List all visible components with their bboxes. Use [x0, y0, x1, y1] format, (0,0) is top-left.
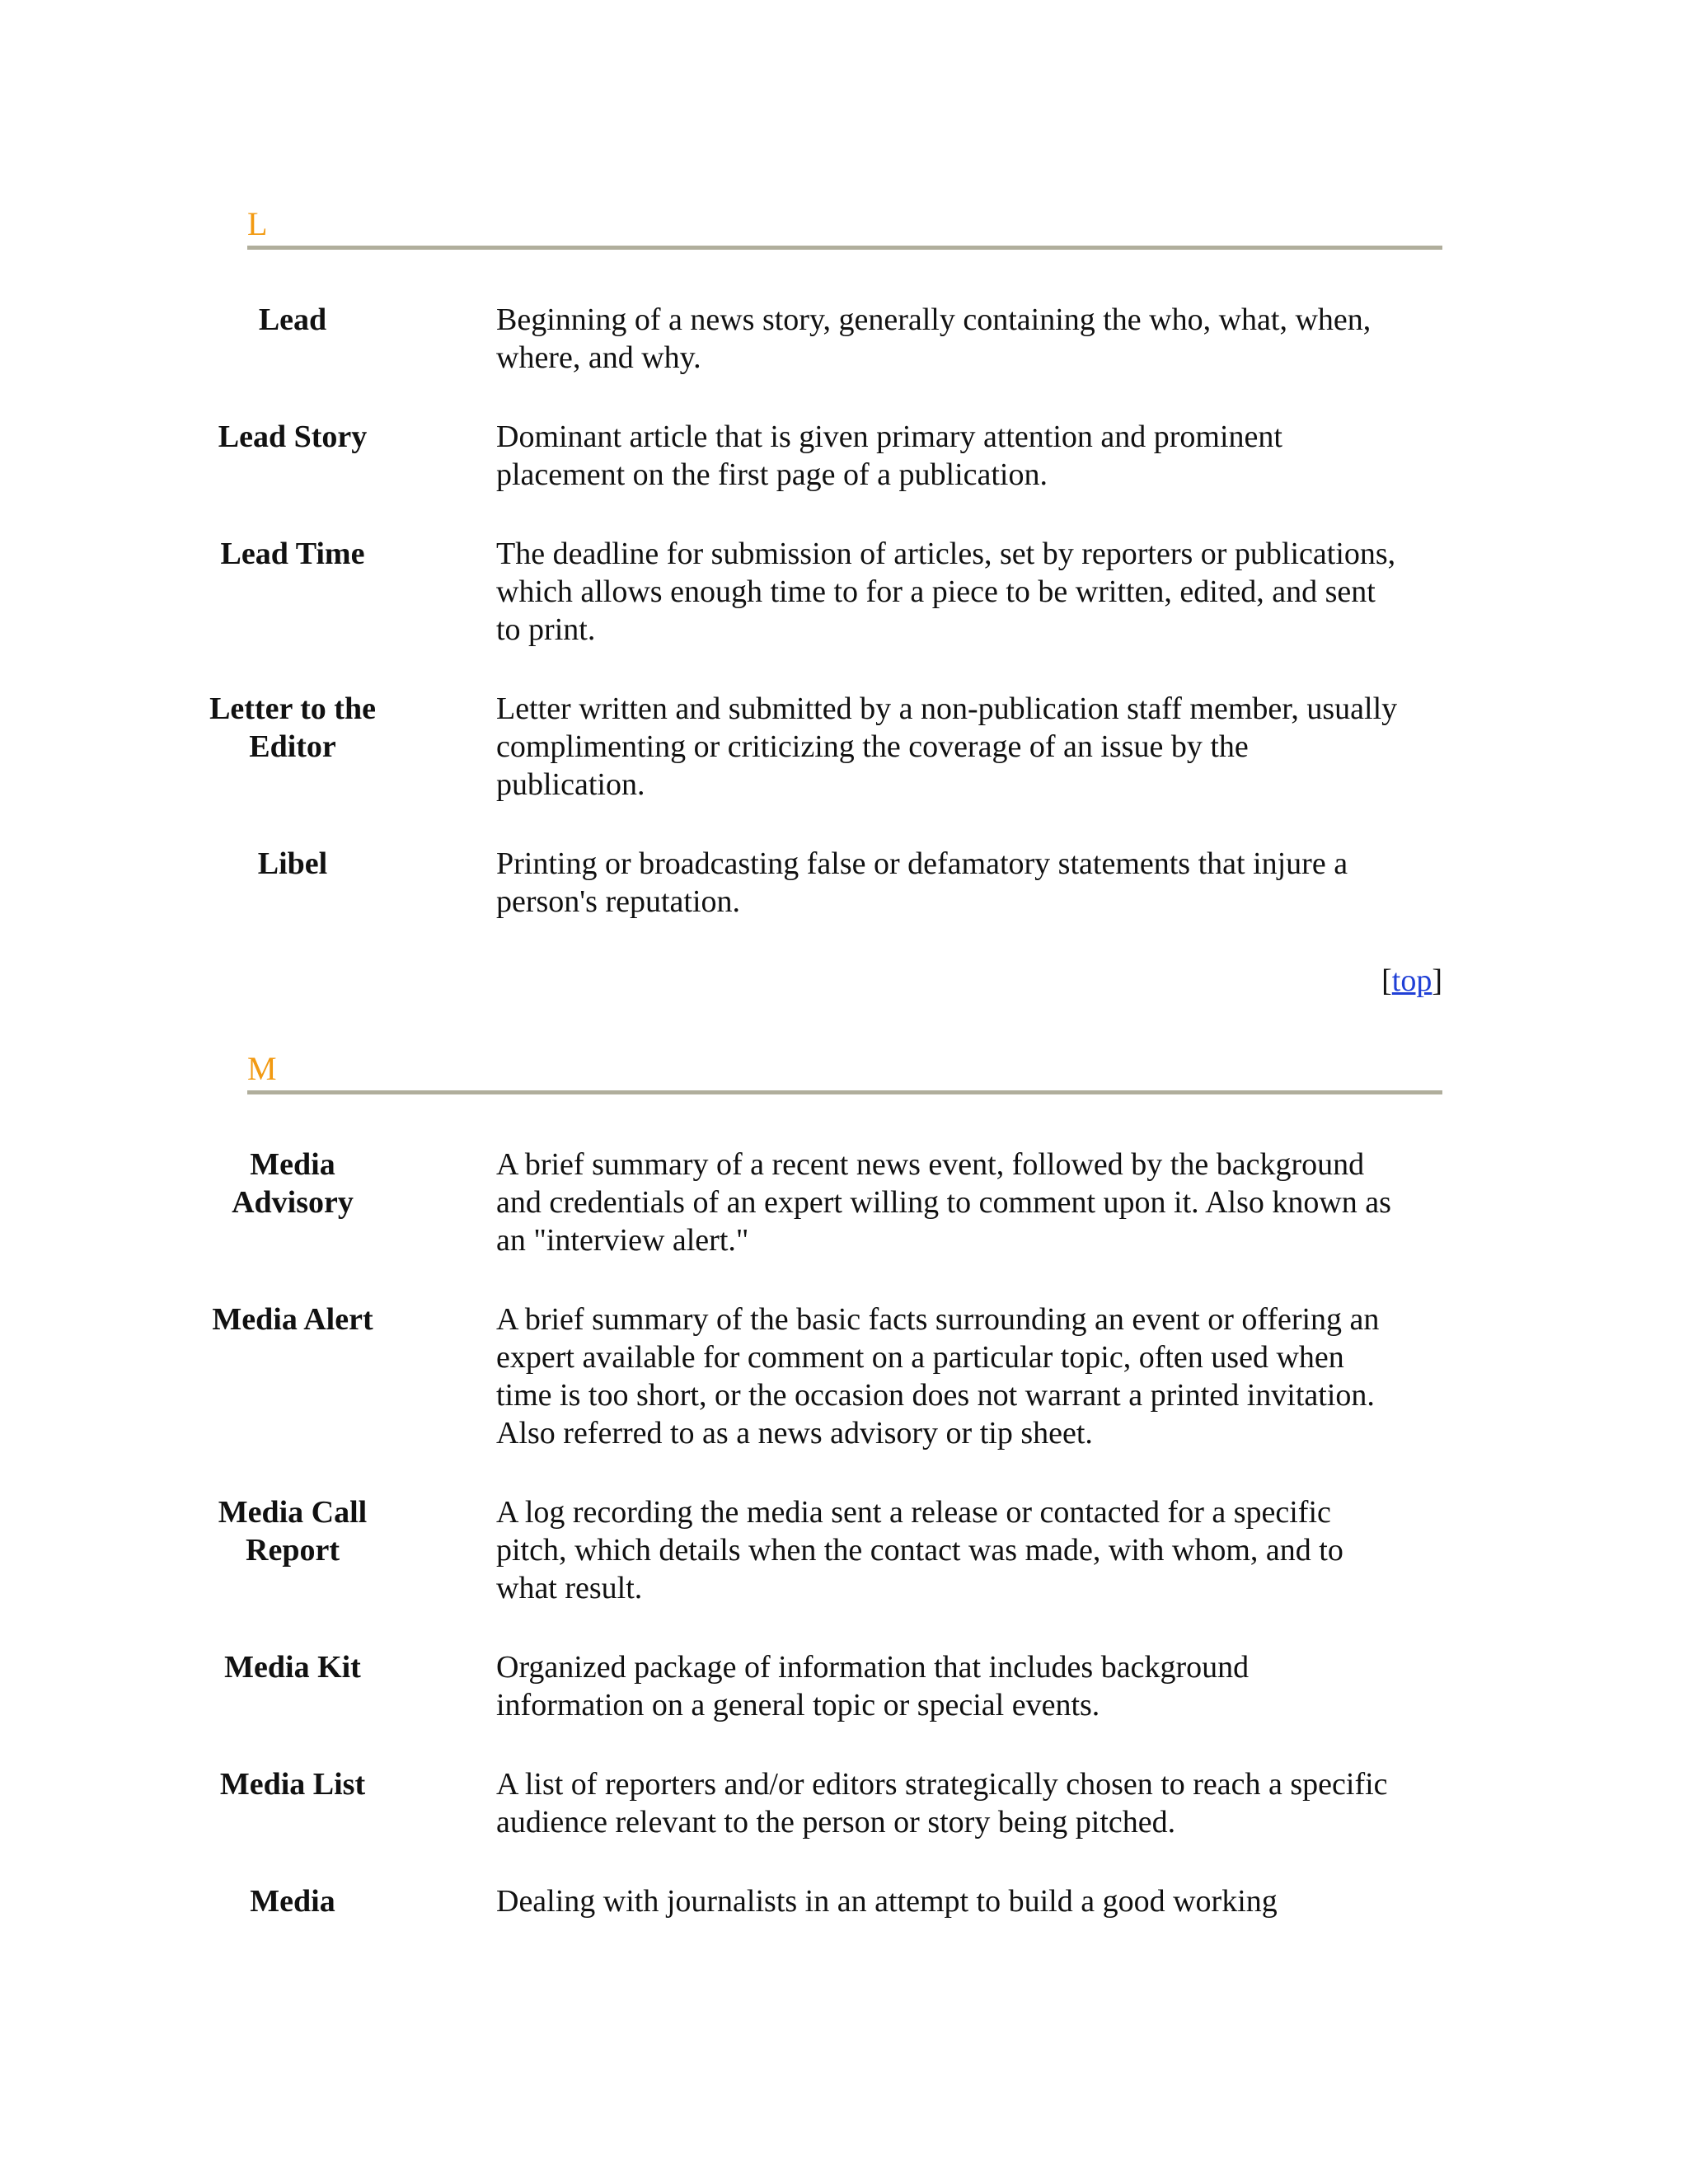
back-to-top: [247, 962, 1442, 1000]
glossary-term: Media Kit: [224, 1650, 361, 1685]
glossary-entry: [220, 535, 1442, 649]
section-heading-l: [247, 196, 1442, 250]
glossary-definition: A list of reporters and/or editors strategically chosen to reach a specific audience relevant to the person or story being pitched.: [496, 1767, 1388, 1840]
glossary-list-m: [212, 1146, 1442, 1920]
glossary-page: [209, 196, 1442, 1961]
glossary-term: Media: [250, 1884, 335, 1919]
glossary-entry: [218, 1493, 1442, 1607]
glossary-definition: Printing or broadcasting false or defamatory statements that injure a person's reputation.: [496, 846, 1348, 919]
glossary-term: Media Call Report: [218, 1495, 368, 1568]
glossary-entry: [218, 418, 1442, 494]
glossary-entry: [209, 690, 1442, 804]
section-letter: L: [247, 205, 268, 242]
glossary-definition: Letter written and submitted by a non-publication staff member, usually complimenting or criticizing the coverage of an issue by the publication.: [496, 691, 1398, 802]
glossary-definition: Dominant article that is given primary attention and prominent placement on the first page of a publication.: [496, 419, 1282, 492]
glossary-definition: The deadline for submission of articles, set by reporters or publications, which allows enough time to for a piece to be written, edited, and sent to print.: [496, 537, 1396, 647]
glossary-term: Lead: [258, 302, 327, 337]
bracket-close: ]: [1432, 963, 1442, 998]
bracket-open: [: [1381, 963, 1392, 998]
glossary-entry: [247, 1882, 1442, 1920]
glossary-entry: [212, 1301, 1442, 1452]
glossary-definition: A brief summary of a recent news event, followed by the background and credentials of an expert willing to comment upon it. Also known as an "interview alert.": [496, 1147, 1391, 1258]
glossary-entry: [224, 1648, 1442, 1724]
glossary-entry: [219, 1765, 1442, 1841]
glossary-term: Lead Time: [220, 537, 365, 571]
section-l: [209, 196, 1442, 1000]
glossary-list-l: [209, 301, 1442, 921]
glossary-entry: [247, 845, 1442, 921]
glossary-definition: Organized package of information that includes background information on a general topic or special events.: [496, 1650, 1250, 1722]
glossary-term: Media List: [219, 1767, 366, 1802]
glossary-term: Letter to the Editor: [209, 691, 376, 764]
glossary-definition: Beginning of a news story, generally containing the who, what, when, where, and why.: [496, 302, 1372, 375]
section-heading-m: [247, 1041, 1442, 1094]
glossary-definition: A brief summary of the basic facts surrounding an event or offering an expert available for comment on a particular topic, often used when time is too short, or the occasion does not warrant a printed invitation. Also referred to as a news advisory or tip sheet.: [496, 1302, 1380, 1451]
glossary-entry: [247, 301, 1442, 377]
section-letter: M: [247, 1050, 277, 1087]
glossary-term: Lead Story: [218, 419, 368, 454]
glossary-term: Media Alert: [212, 1302, 373, 1337]
glossary-term: Media Advisory: [232, 1147, 354, 1220]
glossary-term: Libel: [257, 846, 328, 881]
top-link[interactable]: top: [1391, 963, 1432, 998]
glossary-definition: A log recording the media sent a release or contacted for a specific pitch, which details when the contact was made, with whom, and to what result.: [496, 1495, 1343, 1605]
glossary-definition: Dealing with journalists in an attempt to build a good working: [496, 1884, 1278, 1919]
glossary-entry: [232, 1146, 1442, 1259]
section-m: [212, 1041, 1442, 1920]
